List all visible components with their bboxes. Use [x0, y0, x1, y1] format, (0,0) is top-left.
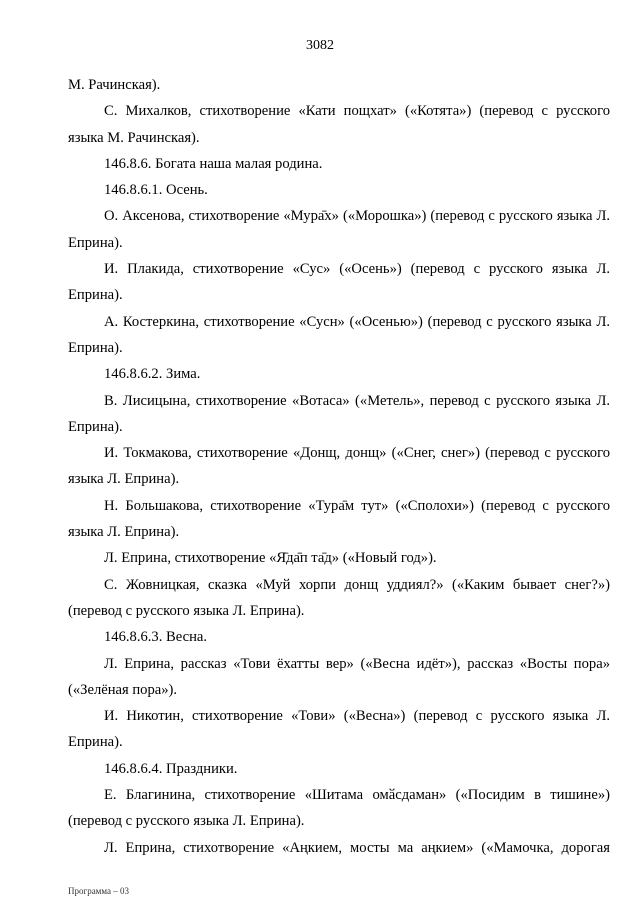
paragraph: Н. Большакова, стихотворение «Тура̄м тут» («Сполохи») (перевод с русского языка Л. Еприна).: [68, 497, 610, 541]
paragraph: М. Рачинская).: [68, 77, 161, 93]
paragraph: И. Токмакова, стихотворение «Донщ, донщ» («Снег, снег») (перевод с русского языка Л. Еприна).: [68, 445, 610, 488]
paragraph: Л. Еприна, рассказ «Тови ёхатты вер» («Весна идёт»), рассказ «Восты пора» («Зелёная пора»).: [68, 655, 610, 698]
page-number: 3082: [306, 38, 334, 53]
paragraph: Л. Еприна, стихотворение «Аңкием, мосты ма аңкием» («Мамочка, дорогая: [104, 839, 610, 856]
section-heading: 146.8.6. Богата наша малая родина.: [104, 155, 323, 172]
paragraph: И. Плакида, стихотворение «Сус» («Осень») (перевод с русского языка Л. Еприна).: [68, 261, 610, 304]
section-heading: 146.8.6.4. Праздники.: [104, 760, 238, 777]
section-heading: 146.8.6.1. Осень.: [104, 182, 208, 199]
paragraph: Е. Благинина, стихотворение «Шитама омӑсдаман» («Посидим в тишине») (перевод с русского языка Л. Еприна).: [68, 787, 610, 830]
paragraph: И. Никотин, стихотворение «Тови» («Весна») (перевод с русского языка Л. Еприна).: [68, 708, 610, 751]
paragraph: В. Лисицына, стихотворение «Вотаса» («Метель», перевод с русского языка Л. Еприна).: [68, 392, 610, 435]
paragraph: С. Михалков, стихотворение «Кати пощхат» («Котята») (перевод с русского языка М. Рачинская).: [68, 103, 610, 146]
document-body: [68, 72, 610, 861]
paragraph: С. Жовницкая, сказка «Муй хорпи донщ уддиял?» («Каким бывает снег?») (перевод с русского языка Л. Еприна).: [68, 576, 610, 619]
footer-label: Программа – 03: [68, 886, 130, 896]
paragraph: О. Аксенова, стихотворение «Мура̄х» («Морошка») (перевод с русского языка Л. Еприна).: [68, 208, 610, 251]
section-heading: 146.8.6.3. Весна.: [104, 629, 208, 646]
section-heading: 146.8.6.2. Зима.: [104, 366, 201, 383]
paragraph: Л. Еприна, стихотворение «Я̄да̄п та̄д» («Новый год»).: [104, 550, 437, 567]
paragraph: А. Костеркина, стихотворение «Сусн» («Осенью») (перевод с русского языка Л. Еприна).: [68, 313, 610, 356]
